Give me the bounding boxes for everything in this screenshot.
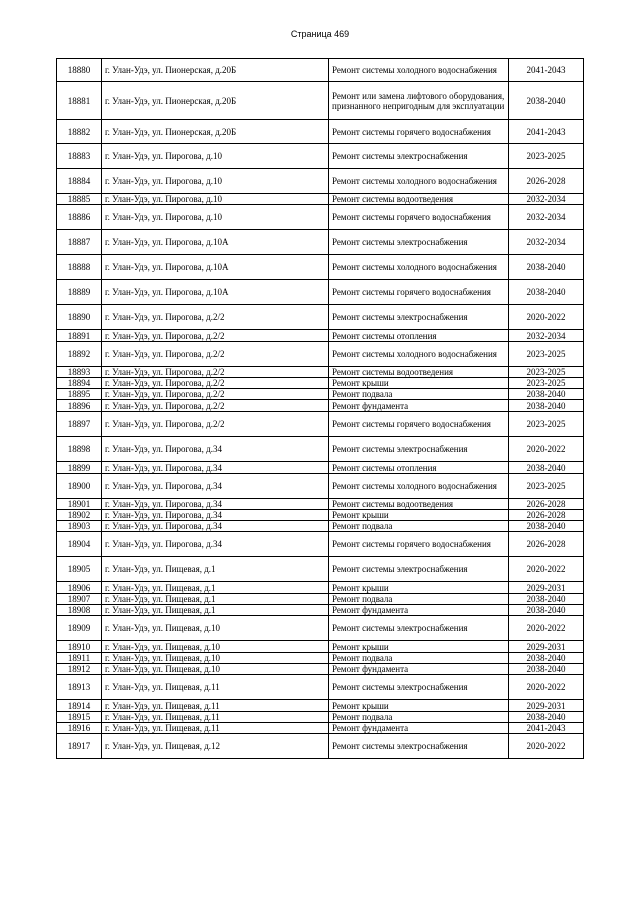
table-row bbox=[57, 557, 584, 582]
row-work-type: Ремонт системы электроснабжения bbox=[329, 230, 509, 255]
row-period: 2020-2022 bbox=[509, 305, 584, 330]
row-period: 2032-2034 bbox=[509, 330, 584, 342]
row-work-type: Ремонт системы электроснабжения bbox=[329, 616, 509, 641]
row-period: 2038-2040 bbox=[509, 664, 584, 675]
row-number: 18891 bbox=[57, 330, 102, 342]
row-number: 18906 bbox=[57, 582, 102, 594]
table-row bbox=[57, 594, 584, 605]
table-row bbox=[57, 194, 584, 205]
table-row bbox=[57, 389, 584, 400]
row-number: 18893 bbox=[57, 367, 102, 378]
row-address: г. Улан-Удэ, ул. Пищевая, д.1 bbox=[102, 594, 329, 605]
table-row bbox=[57, 367, 584, 378]
row-period: 2020-2022 bbox=[509, 557, 584, 582]
row-address: г. Улан-Удэ, ул. Пирогова, д.2/2 bbox=[102, 367, 329, 378]
row-period: 2020-2022 bbox=[509, 675, 584, 700]
row-period: 2038-2040 bbox=[509, 462, 584, 474]
table-row bbox=[57, 700, 584, 712]
row-number: 18883 bbox=[57, 144, 102, 169]
row-work-type: Ремонт подвала bbox=[329, 594, 509, 605]
row-work-type: Ремонт системы водоотведения bbox=[329, 499, 509, 510]
table-row bbox=[57, 653, 584, 664]
table-row bbox=[57, 521, 584, 532]
row-number: 18882 bbox=[57, 120, 102, 144]
row-number: 18898 bbox=[57, 437, 102, 462]
row-number: 18892 bbox=[57, 342, 102, 367]
row-number: 18904 bbox=[57, 532, 102, 557]
row-address: г. Улан-Удэ, ул. Пирогова, д.10 bbox=[102, 144, 329, 169]
row-period: 2023-2025 bbox=[509, 367, 584, 378]
table-row bbox=[57, 378, 584, 389]
row-period: 2041-2043 bbox=[509, 59, 584, 82]
table-row bbox=[57, 675, 584, 700]
row-number: 18890 bbox=[57, 305, 102, 330]
row-period: 2026-2028 bbox=[509, 532, 584, 557]
row-number: 18900 bbox=[57, 474, 102, 499]
row-number: 18905 bbox=[57, 557, 102, 582]
table-row bbox=[57, 437, 584, 462]
table-row bbox=[57, 605, 584, 616]
row-period: 2038-2040 bbox=[509, 712, 584, 723]
row-address: г. Улан-Удэ, ул. Пищевая, д.1 bbox=[102, 582, 329, 594]
row-number: 18909 bbox=[57, 616, 102, 641]
row-work-type: Ремонт системы водоотведения bbox=[329, 194, 509, 205]
table-row bbox=[57, 305, 584, 330]
row-work-type: Ремонт системы холодного водоснабжения bbox=[329, 255, 509, 280]
row-number: 18887 bbox=[57, 230, 102, 255]
row-address: г. Улан-Удэ, ул. Пирогова, д.2/2 bbox=[102, 400, 329, 412]
table-row bbox=[57, 59, 584, 82]
row-number: 18899 bbox=[57, 462, 102, 474]
table-row bbox=[57, 230, 584, 255]
row-work-type: Ремонт системы электроснабжения bbox=[329, 305, 509, 330]
row-work-type: Ремонт системы электроснабжения bbox=[329, 437, 509, 462]
row-period: 2020-2022 bbox=[509, 437, 584, 462]
row-address: г. Улан-Удэ, ул. Пирогова, д.34 bbox=[102, 532, 329, 557]
row-address: г. Улан-Удэ, ул. Пищевая, д.11 bbox=[102, 712, 329, 723]
row-period: 2026-2028 bbox=[509, 169, 584, 194]
table-row bbox=[57, 510, 584, 521]
row-address: г. Улан-Удэ, ул. Пирогова, д.34 bbox=[102, 474, 329, 499]
row-work-type: Ремонт подвала bbox=[329, 521, 509, 532]
row-address: г. Улан-Удэ, ул. Пищевая, д.10 bbox=[102, 664, 329, 675]
table-row bbox=[57, 712, 584, 723]
row-period: 2038-2040 bbox=[509, 389, 584, 400]
row-number: 18889 bbox=[57, 280, 102, 305]
row-work-type: Ремонт системы отопления bbox=[329, 330, 509, 342]
row-number: 18901 bbox=[57, 499, 102, 510]
row-work-type: Ремонт фундамента bbox=[329, 664, 509, 675]
row-period: 2029-2031 bbox=[509, 582, 584, 594]
row-address: г. Улан-Удэ, ул. Пищевая, д.11 bbox=[102, 675, 329, 700]
row-work-type: Ремонт системы отопления bbox=[329, 462, 509, 474]
row-period: 2038-2040 bbox=[509, 521, 584, 532]
row-number: 18894 bbox=[57, 378, 102, 389]
row-number: 18914 bbox=[57, 700, 102, 712]
row-number: 18902 bbox=[57, 510, 102, 521]
table-row bbox=[57, 144, 584, 169]
row-address: г. Улан-Удэ, ул. Пирогова, д.2/2 bbox=[102, 412, 329, 437]
row-work-type: Ремонт фундамента bbox=[329, 400, 509, 412]
table-row bbox=[57, 616, 584, 641]
row-number: 18911 bbox=[57, 653, 102, 664]
row-number: 18897 bbox=[57, 412, 102, 437]
row-address: г. Улан-Удэ, ул. Пищевая, д.1 bbox=[102, 557, 329, 582]
row-period: 2020-2022 bbox=[509, 616, 584, 641]
table-row bbox=[57, 412, 584, 437]
row-work-type: Ремонт системы холодного водоснабжения bbox=[329, 169, 509, 194]
row-period: 2020-2022 bbox=[509, 734, 584, 759]
row-work-type: Ремонт крыши bbox=[329, 582, 509, 594]
row-address: г. Улан-Удэ, ул. Пирогова, д.34 bbox=[102, 510, 329, 521]
row-address: г. Улан-Удэ, ул. Пирогова, д.34 bbox=[102, 499, 329, 510]
row-address: г. Улан-Удэ, ул. Пищевая, д.1 bbox=[102, 605, 329, 616]
row-address: г. Улан-Удэ, ул. Пионерская, д.20Б bbox=[102, 120, 329, 144]
table-row bbox=[57, 169, 584, 194]
row-work-type: Ремонт системы холодного водоснабжения bbox=[329, 59, 509, 82]
row-address: г. Улан-Удэ, ул. Пирогова, д.2/2 bbox=[102, 389, 329, 400]
row-address: г. Улан-Удэ, ул. Пирогова, д.2/2 bbox=[102, 330, 329, 342]
row-period: 2023-2025 bbox=[509, 378, 584, 389]
row-address: г. Улан-Удэ, ул. Пионерская, д.20Б bbox=[102, 59, 329, 82]
row-period: 2032-2034 bbox=[509, 194, 584, 205]
table-row bbox=[57, 280, 584, 305]
row-work-type: Ремонт системы электроснабжения bbox=[329, 144, 509, 169]
row-work-type: Ремонт фундамента bbox=[329, 605, 509, 616]
row-work-type: Ремонт подвала bbox=[329, 389, 509, 400]
row-work-type: Ремонт подвала bbox=[329, 653, 509, 664]
table-row bbox=[57, 205, 584, 230]
row-work-type: Ремонт крыши bbox=[329, 700, 509, 712]
row-period: 2038-2040 bbox=[509, 594, 584, 605]
row-period: 2041-2043 bbox=[509, 723, 584, 734]
row-address: г. Улан-Удэ, ул. Пирогова, д.2/2 bbox=[102, 342, 329, 367]
row-work-type: Ремонт крыши bbox=[329, 378, 509, 389]
table-row bbox=[57, 400, 584, 412]
row-period: 2026-2028 bbox=[509, 499, 584, 510]
table-row bbox=[57, 474, 584, 499]
row-work-type: Ремонт системы электроснабжения bbox=[329, 675, 509, 700]
row-work-type: Ремонт системы электроснабжения bbox=[329, 734, 509, 759]
row-work-type: Ремонт системы горячего водоснабжения bbox=[329, 280, 509, 305]
row-period: 2038-2040 bbox=[509, 82, 584, 120]
row-work-type: Ремонт системы горячего водоснабжения bbox=[329, 120, 509, 144]
row-number: 18880 bbox=[57, 59, 102, 82]
row-period: 2029-2031 bbox=[509, 700, 584, 712]
row-address: г. Улан-Удэ, ул. Пищевая, д.10 bbox=[102, 641, 329, 653]
row-number: 18908 bbox=[57, 605, 102, 616]
row-work-type: Ремонт системы горячего водоснабжения bbox=[329, 532, 509, 557]
row-address: г. Улан-Удэ, ул. Пирогова, д.10 bbox=[102, 205, 329, 230]
row-period: 2023-2025 bbox=[509, 342, 584, 367]
row-number: 18885 bbox=[57, 194, 102, 205]
row-address: г. Улан-Удэ, ул. Пищевая, д.10 bbox=[102, 616, 329, 641]
table-row bbox=[57, 342, 584, 367]
row-period: 2023-2025 bbox=[509, 412, 584, 437]
row-period: 2038-2040 bbox=[509, 255, 584, 280]
table-row bbox=[57, 723, 584, 734]
table-row bbox=[57, 641, 584, 653]
row-address: г. Улан-Удэ, ул. Пирогова, д.10 bbox=[102, 194, 329, 205]
row-address: г. Улан-Удэ, ул. Пищевая, д.10 bbox=[102, 653, 329, 664]
row-period: 2026-2028 bbox=[509, 510, 584, 521]
table-row bbox=[57, 664, 584, 675]
row-address: г. Улан-Удэ, ул. Пирогова, д.10А bbox=[102, 255, 329, 280]
row-period: 2029-2031 bbox=[509, 641, 584, 653]
row-number: 18888 bbox=[57, 255, 102, 280]
row-number: 18912 bbox=[57, 664, 102, 675]
row-period: 2032-2034 bbox=[509, 205, 584, 230]
row-address: г. Улан-Удэ, ул. Пирогова, д.10А bbox=[102, 230, 329, 255]
row-work-type: Ремонт фундамента bbox=[329, 723, 509, 734]
row-address: г. Улан-Удэ, ул. Пищевая, д.11 bbox=[102, 723, 329, 734]
row-period: 2023-2025 bbox=[509, 144, 584, 169]
row-work-type: Ремонт системы электроснабжения bbox=[329, 557, 509, 582]
row-address: г. Улан-Удэ, ул. Пирогова, д.2/2 bbox=[102, 378, 329, 389]
table-row bbox=[57, 255, 584, 280]
row-address: г. Улан-Удэ, ул. Пищевая, д.12 bbox=[102, 734, 329, 759]
row-number: 18903 bbox=[57, 521, 102, 532]
repair-schedule-table bbox=[56, 58, 584, 759]
table-body bbox=[57, 59, 584, 759]
row-address: г. Улан-Удэ, ул. Пирогова, д.10 bbox=[102, 169, 329, 194]
row-period: 2038-2040 bbox=[509, 280, 584, 305]
row-number: 18895 bbox=[57, 389, 102, 400]
row-address: г. Улан-Удэ, ул. Пионерская, д.20Б bbox=[102, 82, 329, 120]
row-number: 18917 bbox=[57, 734, 102, 759]
row-address: г. Улан-Удэ, ул. Пищевая, д.11 bbox=[102, 700, 329, 712]
row-number: 18913 bbox=[57, 675, 102, 700]
row-period: 2041-2043 bbox=[509, 120, 584, 144]
row-address: г. Улан-Удэ, ул. Пирогова, д.34 bbox=[102, 521, 329, 532]
row-period: 2023-2025 bbox=[509, 474, 584, 499]
row-period: 2038-2040 bbox=[509, 400, 584, 412]
row-work-type: Ремонт системы водоотведения bbox=[329, 367, 509, 378]
table-row bbox=[57, 532, 584, 557]
row-period: 2032-2034 bbox=[509, 230, 584, 255]
row-number: 18910 bbox=[57, 641, 102, 653]
page-header: Страница 469 bbox=[290, 29, 350, 39]
table-row bbox=[57, 462, 584, 474]
row-work-type: Ремонт системы горячего водоснабжения bbox=[329, 412, 509, 437]
row-number: 18881 bbox=[57, 82, 102, 120]
table-row bbox=[57, 734, 584, 759]
row-work-type: Ремонт системы холодного водоснабжения bbox=[329, 342, 509, 367]
row-address: г. Улан-Удэ, ул. Пирогова, д.10А bbox=[102, 280, 329, 305]
row-number: 18915 bbox=[57, 712, 102, 723]
table-row bbox=[57, 499, 584, 510]
row-number: 18884 bbox=[57, 169, 102, 194]
row-work-type: Ремонт крыши bbox=[329, 641, 509, 653]
row-period: 2038-2040 bbox=[509, 653, 584, 664]
row-work-type: Ремонт крыши bbox=[329, 510, 509, 521]
row-number: 18886 bbox=[57, 205, 102, 230]
table-row bbox=[57, 82, 584, 120]
row-work-type: Ремонт подвала bbox=[329, 712, 509, 723]
row-period: 2038-2040 bbox=[509, 605, 584, 616]
row-address: г. Улан-Удэ, ул. Пирогова, д.34 bbox=[102, 462, 329, 474]
row-number: 18907 bbox=[57, 594, 102, 605]
table-row bbox=[57, 582, 584, 594]
table-row bbox=[57, 330, 584, 342]
row-address: г. Улан-Удэ, ул. Пирогова, д.2/2 bbox=[102, 305, 329, 330]
row-work-type: Ремонт системы холодного водоснабжения bbox=[329, 474, 509, 499]
row-number: 18896 bbox=[57, 400, 102, 412]
table-row bbox=[57, 120, 584, 144]
row-work-type: Ремонт или замена лифтового оборудования, признанного непригодным для эксплуатации bbox=[329, 82, 509, 120]
row-work-type: Ремонт системы горячего водоснабжения bbox=[329, 205, 509, 230]
row-address: г. Улан-Удэ, ул. Пирогова, д.34 bbox=[102, 437, 329, 462]
row-number: 18916 bbox=[57, 723, 102, 734]
